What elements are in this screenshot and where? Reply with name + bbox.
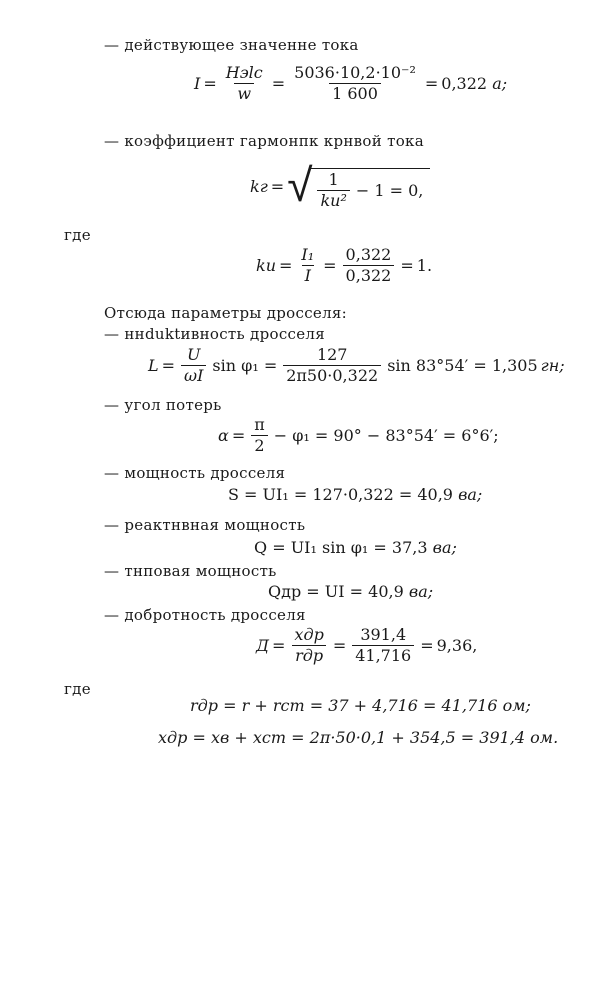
text-where-2: где [64,680,91,698]
fraction-denominator: kи² [317,190,349,210]
fraction-numerator: 127 [316,345,348,364]
eq-unit: а; [492,74,508,94]
eq-result: 0,322 [441,74,488,94]
eq-tail: − 1 = 0, [355,181,424,201]
fraction-denominator: 2π50·0,322 [283,365,381,385]
text-where-1: где [64,226,91,244]
square-root: √ $\frac{1}{\text{kи²}}$ − 1 = 0, [287,162,430,211]
eq-result: 9,36, [436,636,478,656]
eq-text: Qдр = UI = 40,9 [268,582,404,601]
eq-result: 1. [416,256,433,276]
fraction-numerator: π [254,415,265,434]
eq-tail: sin 83°54′ = 1,305 [387,356,538,376]
equation-harmonic-coef: kг = √ $\frac{1}{\text{kи²}}$ − 1 = 0, [250,162,430,211]
fraction-numerator: 5036·10,2·10⁻² [294,63,416,82]
equation-rms-current: I = $\frac{\text{Hэlс}}{w}$ = $\frac{\text{5036·10,2·10⁻²}}{1 600}$ = 0,322 а; [194,63,508,104]
eq-text: S = UI₁ = 127·0,322 = 40,9 [228,485,453,504]
fraction-numerator: Hэlс [225,63,263,82]
equation-typical-power [268,582,433,601]
text-line-quality-factor: — добротность дросселя [104,606,306,624]
eq-unit: ом; [502,696,531,715]
eq-text: Q = UI₁ sin φ₁ = 37,3 [254,538,428,557]
text-line-reactive-power: — реактнвная мощность [104,516,306,534]
fraction-denominator: ωI [181,365,206,385]
fraction-numerator: 0,322 [345,245,392,264]
eq-text: rдр = r + rст = 37 + 4,716 = 41,716 [190,696,498,715]
eq-lhs: kи [256,256,276,276]
eq-lhs: I [194,74,201,94]
eq-text: xдр = xв + xст = 2π·50·0,1 + 354,5 = 391,4 [158,728,526,747]
equation-inductance: L = $\frac{U}{\omega I}$ sin φ₁ = $\frac{127}{2\pi 50\cdot 0,322}$ sin 83°54′ = 1,305 гн; [148,345,565,386]
fraction [291,64,419,104]
eq-tail: − φ₁ = 90° − 83°54′ = 6°6′; [273,426,499,446]
fraction-numerator: xдр [294,625,324,644]
text-line-harmonic-coef: — коэффициент гармонпк крнвой тока [104,132,424,150]
fraction-numerator: 391,4 [360,625,407,644]
eq-unit: ва; [432,538,457,557]
fraction-denominator: 2 [251,435,267,455]
fraction-denominator: I [302,265,314,285]
equation-total-reactance [158,728,558,747]
fraction-numerator: I₁ [301,245,315,264]
equation-quality-factor: Д = $\frac{\text{xдр}}{\text{rдр}}$ = $\frac{391,4}{41,716}$ = 9,36, [256,625,478,666]
eq-unit: ва; [458,485,483,504]
text-line-inductance: — ннduktивность дросселя [104,325,325,343]
text-line-loss-angle: — угол потерь [104,396,222,414]
eq-lhs: α [218,426,229,446]
fraction-denominator: 41,716 [352,645,414,665]
eq-unit: ва; [408,582,434,601]
text-parameters-heading: Отсюда параметры дросселя: [104,304,348,322]
equation-reactive-power [254,538,457,557]
fraction-denominator: 0,322 [343,265,395,285]
fraction-denominator: w [234,83,254,103]
fraction-denominator: 1 600 [329,83,381,103]
fraction-numerator: U [186,345,201,364]
eq-unit: гн; [540,356,565,376]
eq-lhs: kг [250,176,268,196]
fraction-denominator: rдр [292,645,326,665]
text-line-rms-current: — действующее значенне тока [104,36,359,54]
text-line-typical-power: — тнповая мощность [104,562,277,580]
equation-loss-angle: α = $\frac{\pi}{2}$ − φ₁ = 90° − 83°54′ = 6°6′; [218,415,499,456]
equation-total-resistance [190,696,531,715]
fraction-numerator: 1 [328,170,339,189]
eq-lhs: Д [256,636,270,656]
eq-mid: sin φ₁ = [212,356,278,376]
fraction [223,64,266,104]
eq-lhs: L [148,356,159,376]
equation-power [228,485,482,504]
text-line-power: — мощность дросселя [104,464,286,482]
equation-form-factor: kи = $\frac{\text{I₁}}{I}$ = $\frac{0,322}{0,322}$ = 1. [256,245,433,286]
eq-unit: ом. [530,728,559,747]
